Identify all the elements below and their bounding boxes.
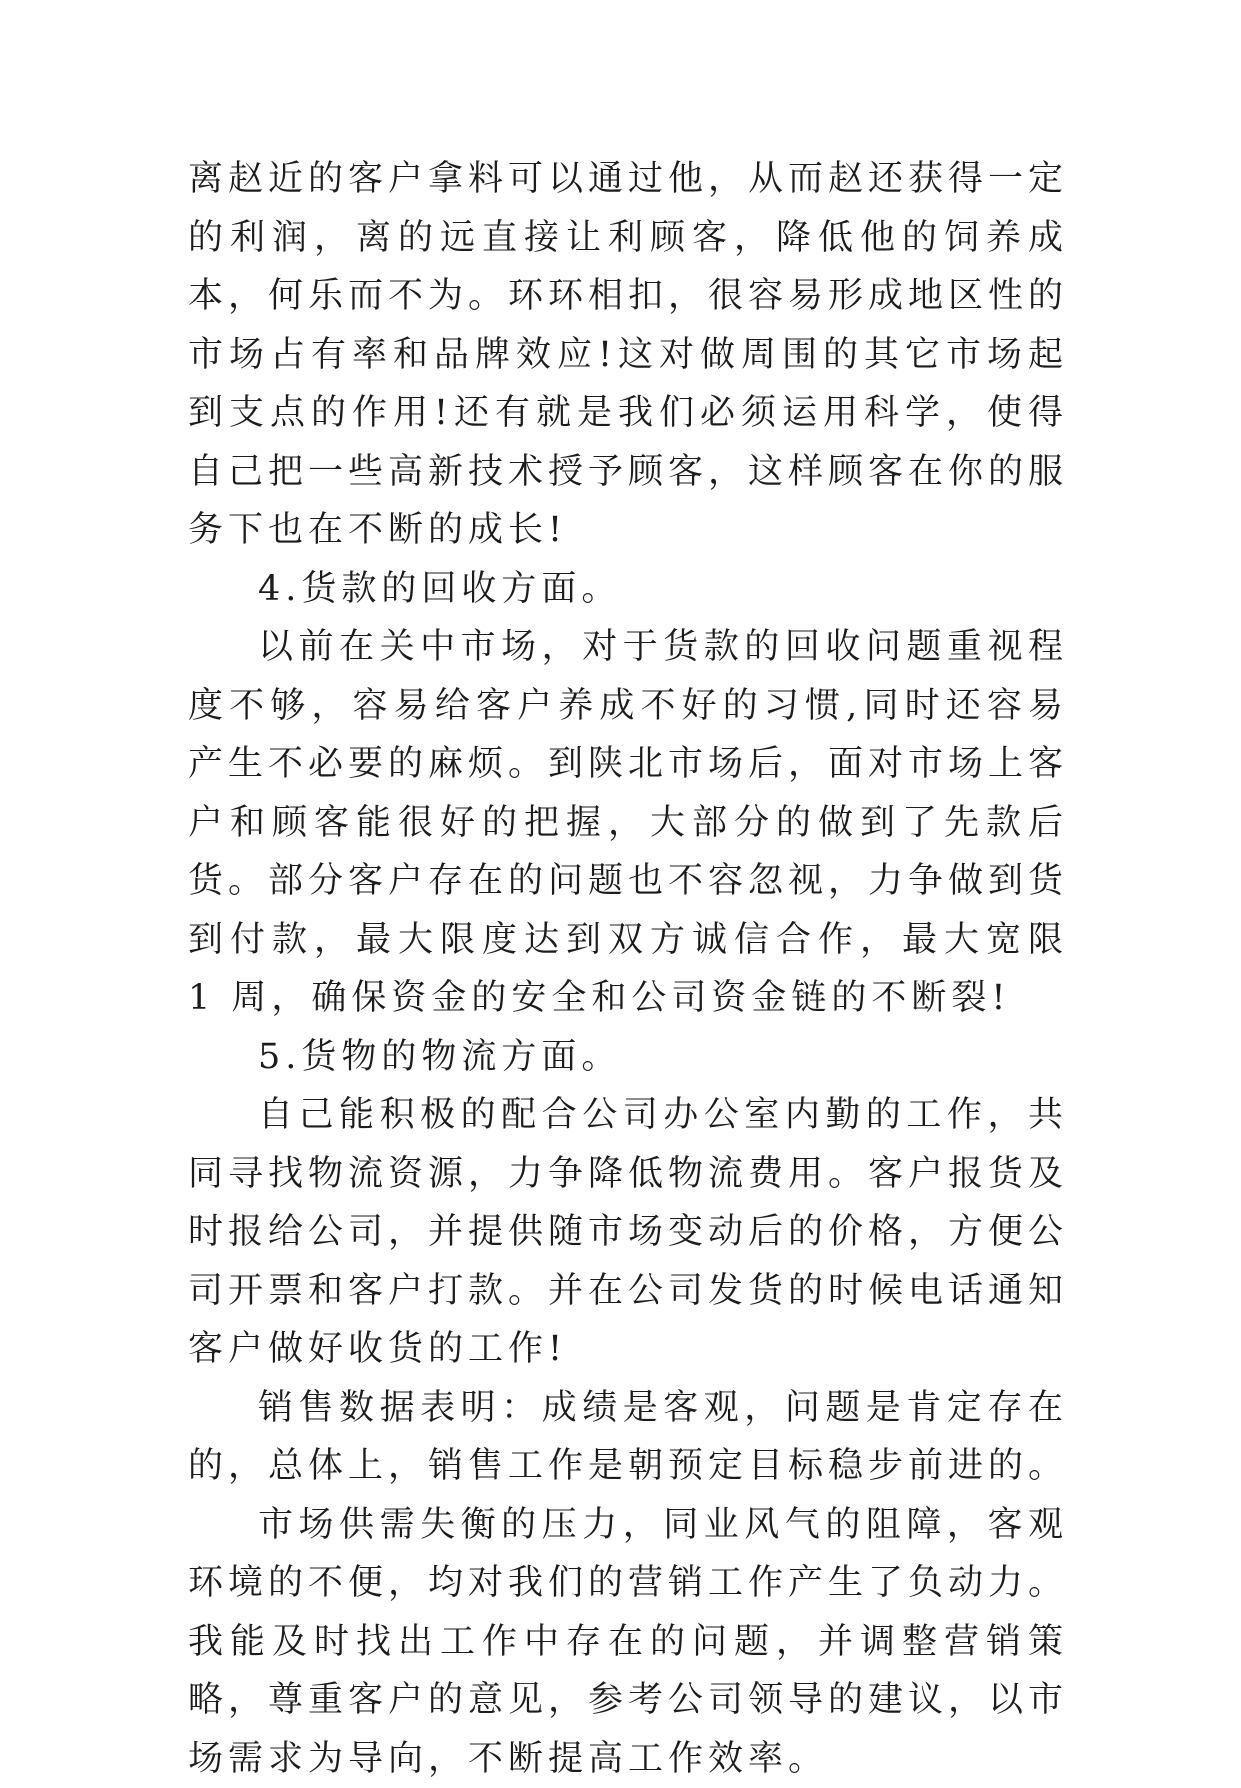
document-body [188, 150, 1068, 1788]
paragraph-payment-collection: 以前在关中市场，对于货款的回收问题重视程度不够，容易给客户养成不好的习惯,同时还容易产生不必要的麻烦。到陕北市场后，面对市场上客户和顾客能很好的把握，大部分的做到了先款后货。部分客户存在的问题也不容忽视，力争做到货到付款，最大限度达到双方诚信合作，最大宽限 1 周，确保资金的安全和公司资金链的不断裂! [188, 618, 1068, 1028]
paragraph-market-pressure: 市场供需失衡的压力，同业风气的阻障，客观环境的不便，均对我们的营销工作产生了负动力。我能及时找出工作中存在的问题，并调整营销策略，尊重客户的意见，参考公司领导的建议，以市场需求为导向，不断提高工作效率。 [188, 1496, 1068, 1788]
paragraph-continuation: 离赵近的客户拿料可以通过他，从而赵还获得一定的利润，离的远直接让利顾客，降低他的饲养成本，何乐而不为。环环相扣，很容易形成地区性的市场占有率和品牌效应!这对做周围的其它市场起到支点的作用!还有就是我们必须运用科学，使得自己把一些高新技术授予顾客，这样顾客在你的服务下也在不断的成长! [188, 150, 1068, 560]
section-heading-payment-collection: 4.货款的回收方面。 [188, 560, 1068, 619]
paragraph-sales-data: 销售数据表明：成绩是客观，问题是肯定存在的，总体上，销售工作是朝预定目标稳步前进的。 [188, 1379, 1068, 1496]
paragraph-logistics: 自己能积极的配合公司办公室内勤的工作，共同寻找物流资源，力争降低物流费用。客户报货及时报给公司，并提供随市场变动后的价格，方便公司开票和客户打款。并在公司发货的时候电话通知客户做好收货的工作! [188, 1086, 1068, 1379]
section-heading-logistics: 5.货物的物流方面。 [188, 1028, 1068, 1087]
